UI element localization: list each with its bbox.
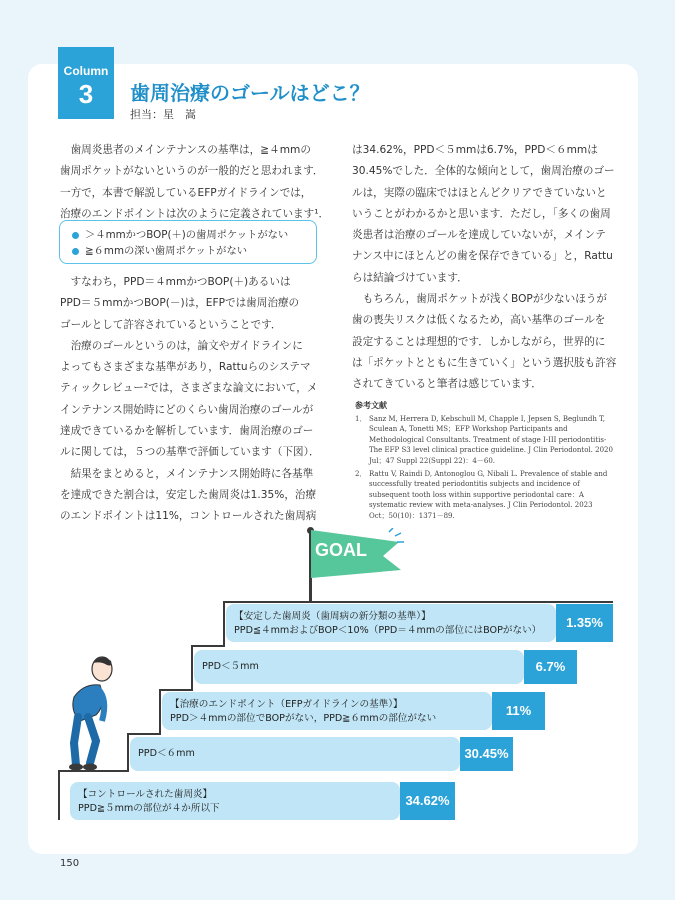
text-line: 歯周ポケットがないというのが一般的だと思われます．: [60, 165, 324, 178]
step-value-badge: 34.62%: [400, 782, 455, 820]
stair-riser: [223, 601, 225, 645]
bullet-text: ≧６mmの深い歯周ポケットがない: [85, 245, 248, 257]
bullet-text: ＞４mmかつBOP(＋)の歯周ポケットがない: [85, 229, 289, 241]
text-line: ゴールとして許容されているということです．: [60, 318, 282, 331]
step-value-badge: 1.35%: [556, 604, 613, 642]
text-line: 30.45%でした．全体的な傾向として，歯周治療のゴー: [352, 165, 615, 178]
step-value-badge: 11%: [492, 692, 545, 730]
reference-number: 2．: [355, 470, 367, 479]
text-line: 治療のエンドポイントは次のように定義されています¹．: [60, 207, 330, 220]
text-line: 結果をまとめると，メインテナンス開始時に各基準: [70, 467, 314, 480]
endpoint-definition-box: [59, 220, 317, 264]
text-line: 炎患者は治療のゴールを達成していないが，メインテ: [352, 229, 606, 242]
text-line: すなわち，PPD＝４mmかつBOP(＋)あるいは: [70, 276, 291, 288]
text-line: ルは，実際の臨床ではほとんどクリアできていないと: [352, 186, 607, 199]
text-line: らは結論づけています．: [352, 271, 468, 284]
text-line: もちろん，歯周ポケットが浅くBOPが少ないほうが: [362, 293, 607, 306]
right-column-text: [352, 140, 622, 396]
step-label-line: 【コントロールされた歯周炎】: [78, 789, 213, 800]
tired-person-illustration: [58, 655, 118, 773]
left-para-1: [60, 140, 330, 225]
stair-tread: [159, 689, 193, 691]
left-para-2: [60, 272, 330, 528]
goal-flag-text: GOAL: [315, 540, 367, 560]
stair-tread: [191, 645, 225, 647]
text-line: よってもさまざまな基準があり，Rattuらのシステマ: [60, 361, 311, 374]
text-line: 一方で，本書で解説しているEFPガイドラインでは，: [60, 186, 312, 199]
bullet-item: [72, 243, 316, 259]
step-label-line: PPD＞４mmの部位でBOPがない，PPD≧６mmの部位がない: [170, 713, 437, 724]
step-label-line: PPD≦４mmおよびBOP＜10%（PPD＝４mmの部位にはBOPがない）: [234, 625, 542, 636]
text-line: ティックレビュー²では，さまざまな論文において，メ: [60, 382, 318, 395]
step-bar-ppd-under-5: [194, 650, 524, 684]
reference-number: 1．: [355, 415, 367, 423]
step-label-line: 【治療のエンドポイント（EFPガイドラインの基準）】: [170, 699, 403, 710]
text-line: は34.62%，PPD＜５mmは6.7%，PPD＜６mmは: [352, 144, 598, 156]
text-line: いうことがわかるかと思います．ただし，「多くの歯周: [352, 207, 611, 220]
step-label-line: 【安定した歯周炎（歯周病の新分類の基準）】: [234, 611, 431, 622]
text-line: されてきていると筆者は感じています．: [352, 378, 542, 391]
stair-riser: [58, 770, 60, 820]
text-line: のエンドポイントは11%，コントロールされた歯周病: [60, 510, 317, 523]
reference-text: Sanz M, Herrera D, Kebschull M, Chapple I, Jepsen S, Beglundh T, Sculean A, Tonetti MS；EFP Workshop Participants and Methodological Consultants. Treatment of stage I-III periodontitis-The EFP S3 level clinical practice guideline. J Clin Periodontol. 2020 Jul；47 Suppl 22(Suppl 22)：4－60.: [369, 415, 613, 465]
stair-tread: [223, 601, 613, 603]
step-label-line: PPD≧５mmの部位が４か所以下: [78, 803, 220, 814]
column-tag: [58, 47, 114, 119]
text-line: ナンス中にほとんどの歯を保存できている」と，Rattu: [352, 250, 613, 263]
step-bar-stable-periodontitis: [226, 604, 556, 642]
text-line: インテナンス開始時にどのくらい歯周治療のゴールが: [60, 403, 314, 416]
step-value-badge: 6.7%: [524, 650, 577, 684]
stair-tread: [127, 733, 161, 735]
text-line: 歯の喪失リスクは低くなるため，高い基準のゴールを: [352, 314, 606, 327]
page-title: 歯周治療のゴールはどこ？: [130, 81, 370, 105]
stair-riser: [191, 645, 193, 689]
text-line: PPD＝５mmかつBOP(－)は，EFPでは歯周治療の: [60, 297, 300, 310]
bullet-dot-icon: [72, 232, 79, 239]
bullet-dot-icon: [72, 248, 79, 255]
text-line: 歯周炎患者のメインテナンスの基準は，≧４mmの: [70, 144, 311, 156]
column-word: Column: [63, 64, 109, 78]
text-line: ルに関しては，５つの基準で評価しています（下図）．: [60, 446, 320, 459]
text-line: を達成できた割合は，安定した歯周炎は1.35%，治療: [60, 488, 317, 501]
references-heading: 参考文献: [355, 401, 387, 410]
step-value-badge: 30.45%: [460, 737, 513, 771]
text-line: は「ポケットとともに生きていく」という選択肢も許容: [352, 356, 617, 369]
text-line: 設定することは理想的です．しかしながら，世界的に: [352, 335, 606, 348]
step-label-line: PPD＜５mm: [202, 661, 259, 672]
reference-item: [355, 414, 613, 466]
bullet-item: [72, 227, 316, 243]
page-number: 150: [60, 858, 80, 869]
text-line: 治療のゴールというのは，論文やガイドラインに: [70, 339, 303, 352]
reference-text: Rattu V, Raindi D, Antonoglou G, Nibali L. Prevalence of stable and successfully treated periodontitis subjects and incidence of subsequent tooth loss within supportive periodontal care：A systematic review with meta-analyses. J Clin Periodontol. 2023 Oct；50(10)：1371－89.: [369, 470, 608, 520]
column-number: 3: [78, 79, 94, 109]
stair-riser: [159, 689, 161, 733]
step-bar-efp-endpoint: [162, 692, 492, 730]
step-label-line: PPD＜６mm: [138, 748, 195, 759]
step-bar-ppd-under-6: [130, 737, 460, 771]
step-bar-controlled-periodontitis: [70, 782, 400, 820]
author-line: 担当：星 嵩: [130, 108, 196, 121]
stair-riser: [127, 733, 129, 770]
text-line: 達成できているかを解析しています．歯周治療のゴー: [60, 425, 314, 438]
reference-item: [355, 469, 613, 521]
references-list: [355, 414, 613, 524]
